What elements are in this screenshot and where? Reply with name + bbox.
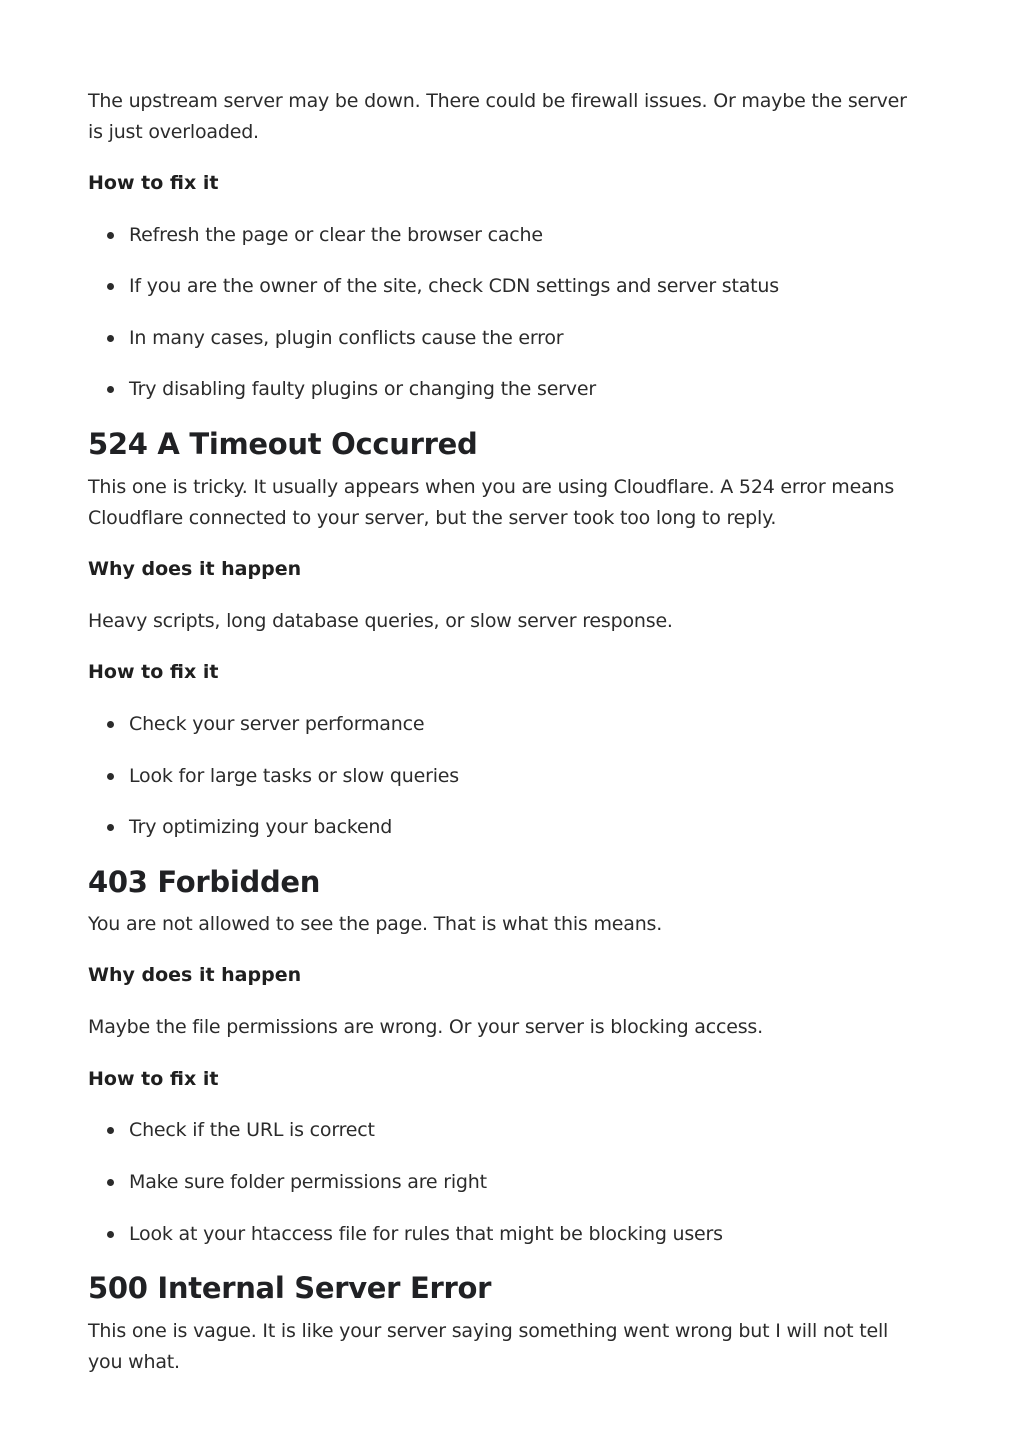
fix-heading: How to fix it <box>88 172 219 194</box>
why-paragraph: Maybe the file permissions are wrong. Or your server is blocking access. <box>88 1016 763 1038</box>
list-item-text: If you are the owner of the site, check CDN settings and server status <box>129 275 779 297</box>
why-heading: Why does it happen <box>88 558 302 580</box>
bullet-icon <box>107 721 114 728</box>
bullet-icon <box>107 1127 114 1134</box>
bullet-icon <box>107 335 114 342</box>
why-paragraph: Heavy scripts, long database queries, or slow server response. <box>88 610 673 632</box>
list-item-text: Make sure folder permissions are right <box>129 1171 487 1193</box>
section-title-524: 524 A Timeout Occurred <box>88 427 478 461</box>
list-item-text: In many cases, plugin conflicts cause the error <box>129 327 564 349</box>
bullet-icon <box>107 1179 114 1186</box>
why-heading: Why does it happen <box>88 964 302 986</box>
fix-heading: How to fix it <box>88 661 219 683</box>
section-500-description: This one is vague. It is like your server saying something went wrong but I will not tell you what. <box>88 1320 889 1373</box>
list-item-text: Try disabling faulty plugins or changing the server <box>129 378 596 400</box>
section-403-description: You are not allowed to see the page. That is what this means. <box>88 913 663 935</box>
fix-heading: How to fix it <box>88 1068 219 1090</box>
bullet-icon <box>107 232 114 239</box>
bullet-icon <box>107 824 114 831</box>
section-title-403: 403 Forbidden <box>88 865 321 899</box>
bullet-icon <box>107 386 114 393</box>
intro-paragraph: The upstream server may be down. There could be firewall issues. Or maybe the server is just overloaded. <box>88 90 907 143</box>
section-title-500: 500 Internal Server Error <box>88 1271 492 1305</box>
list-item-text: Try optimizing your backend <box>129 816 393 838</box>
bullet-icon <box>107 283 114 290</box>
list-item-text: Look for large tasks or slow queries <box>129 765 459 787</box>
bullet-icon <box>107 1231 114 1238</box>
list-item-text: Refresh the page or clear the browser cache <box>129 224 543 246</box>
list-item-text: Look at your htaccess file for rules that might be blocking users <box>129 1223 723 1245</box>
section-524-description: This one is tricky. It usually appears when you are using Cloudflare. A 524 error means Cloudflare connected to your server, but the server took too long to reply. <box>88 476 895 529</box>
bullet-icon <box>107 773 114 780</box>
list-item-text: Check your server performance <box>129 713 425 735</box>
list-item-text: Check if the URL is correct <box>129 1119 375 1141</box>
